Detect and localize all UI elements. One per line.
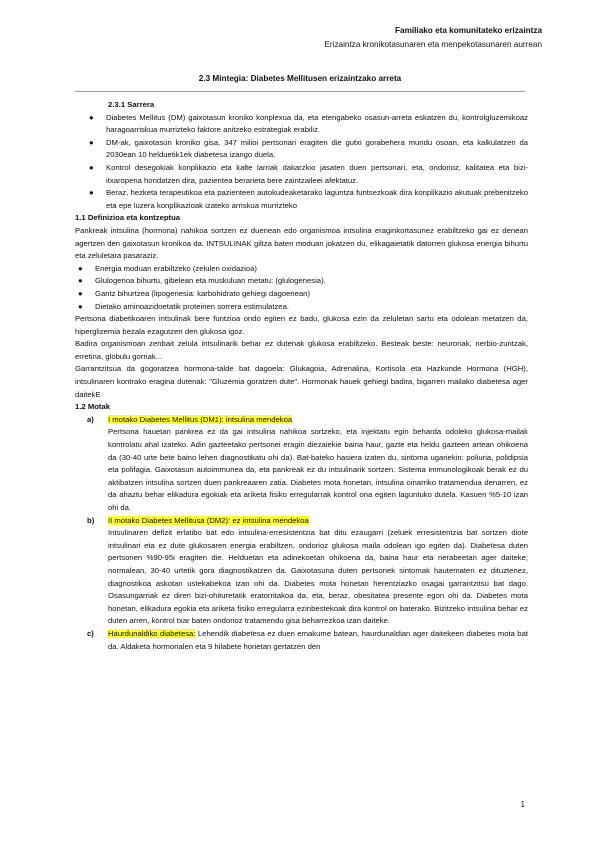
document-body <box>75 99 528 653</box>
bullet-icon: ● <box>89 188 94 198</box>
bullet-item: ● Beraz, hezketa terapeutikoa eta pazienteen autokudeaketarako laguntza funtsezkoak dira konplikazio akutuak prebenitzeko eta epe luzera konplikazioak izateko arriskua murrizteko <box>89 188 528 210</box>
bullet-item: ● Dietako aminoazidoetatik proteinen sorrera estimulatzea. <box>75 301 528 314</box>
highlighted-title: II motako Diabetes Mellitusa (DM2): ez intsulina mendekoa <box>108 515 309 525</box>
bullet-item: ● Glulogenoa bihurtu, gibelean eta muskuluan metatu: (glulogenesia). <box>75 275 528 288</box>
header-course: Familiako eta komunitateko erizaintza <box>395 26 542 35</box>
highlighted-title: Haurdunaldiko diabetesa: <box>108 628 196 638</box>
bullet-icon: ● <box>89 137 94 147</box>
type-item-dm1 <box>75 414 528 515</box>
highlighted-title: I motako Diabetes Mellitus (DM1): intsulina mendekoa <box>108 414 293 424</box>
bullet-item: ● Diabetes Mellitus (DM) gaixotasun kroniko konplexua da, eta etengabeko osasun-arreta eskatzen du, kontrolgluzemikoaz haragoarriskua murrizteko faktore anitzeko estrategiak erabiliz. <box>89 112 528 135</box>
header-divider <box>75 91 525 92</box>
item-text: Intsulinaren defizit erlatibo bat edo intsulina-erresistentzia bat ditu ezaugarri (zeluek erresistentzia bat sortzen diote intsulinari eta ez dute glukosaren energia erabiltzen, ondorioz glukosa maila odolean igo egiten da). Diabetesa duten pertsonen %90-95i eragiten die. Helduetan eta adinekoetan ohikoena da, baina haur eta nerabeetan ager daiteke; normalean, 30-40 urtetik gora diagnostikatzen da. Gaixotasuna duten pertsonek sintomak hautematen ez dituztenez, diagnostikoa askotan ustekabekoa izan ohi da. Diabetes mota honetan herentziazko osagai garrantzitsu bat dago. Osasungarriak ez diren bizi-ohituretatik eratorritakoa da, eta, beraz, obesitatea presente egon ohi da. Diabetes mota honetan, elikadura egokia eta ariketa fisiko erregularra ezinbestekoak dira kontrol on baterako. Bizitzeko intsulina behar ez duten arren, kontrol txar baten ondorioz tratamendu gisa beharrezkoa izan daiteke. <box>108 528 528 626</box>
header-subject: Erizaintza kronikotasunaren eta menpekotasunaren aurrean <box>324 40 542 49</box>
bullet-item: ● Energia moduan erabiltzeko (zelulen oxidazioa) <box>75 263 528 276</box>
section-heading-types: 1.2 Motak <box>75 402 111 412</box>
bullet-icon: ● <box>89 112 94 122</box>
bullet-icon: ● <box>78 276 83 286</box>
bullet-icon: ● <box>89 162 94 172</box>
page-number: 1 <box>520 800 525 809</box>
item-label: c) <box>87 628 94 638</box>
paragraph: Badira organismoan zenbait zelula intsulinarik behar ez dutenak glukosa erabiltzeko. Besteak beste: neuronak, nerbio-zuntzak, erretina, globulu gorriak... <box>75 339 528 361</box>
type-item-gestational <box>75 628 528 653</box>
subsection-heading: 2.3.1 Sarrera <box>108 100 155 109</box>
item-text: Lehendik diabetesa ez duen emakume batean, haurdunaldian ager daitekeen diabetes mota bat da. Aldaketa hormonalen eta 9 hilabete horietan gertatzen den <box>108 628 528 651</box>
paragraph: Pankreak intsulina (hormona) nahikoa sortzen ez duenean edo organismoa intsulina eraginkortasunez erabiltzeko gai ez denean agertzen den gaixotasun kronikoa da. INTSULINAK giltza baten moduan jokatzen du, elikagaietatik datorren glukosa energia bihurtu eta zeluletara pasaraziz. <box>75 225 528 261</box>
bullet-icon: ● <box>78 301 83 311</box>
type-item-dm2 <box>75 515 528 628</box>
paragraph: Pertsona diabetikoaren intsulinak bere funtzioa ondo egiten ez badu, glukosa ezin da zeluletan sartu eta odolean metatzen da, hiperglizemia bezala ezagutzen den glukosa igoz. <box>75 314 528 336</box>
paragraph: Garrantzitsua da gogoratzea hormona-talde bat dagoela: Glukagoia, Adrenalina, Kortisola eta Hazkunde Hormona (HGH), intsulinaren kontrako eragina dutenak: "Gluzemia goratzen dute". Hormonak hauek gehiegi badira, bigarren mailako diabetesa ager daitekE <box>75 364 528 399</box>
bullet-item: ● Kontrol desegokiak konplikazio eta kalte larriak dakarzkio jasaten duen pertsonari, eta, ondorioz, kalitatea eta bizi-itxaropena hondatzen dira, pazientea berarieta bere zaintzaileei afektatuz. <box>89 162 528 185</box>
section-heading-definition: 1.1 Definizioa eta kontzeptua <box>75 213 181 223</box>
bullet-item: ● Gantz bihurtzea (lipogenesia: karbohidrato gehiegi dagoenean) <box>75 288 528 301</box>
item-text: Pertsona hauetan pankrea ez da gai intsulina nahikoa sortzeko, eta injektatu egin beharda odoleko glukosa-mailak kontrolatu ahal izateko. Adin gazteetako pertsonei eragin diezaiekie baina haur, gazte eta heldu gazteen artean ohikoena da (30-40 urte bete baino lehen diagnostikatu ohi da). Bat-bateko hasiera izaten du, sintoma ugariekin: poliuria, polidipsia eta polifagia. Gaixotasun autoimmunea da, eta pankreak ez du intsulinarik sortzen. Sistema immunologikoak berak ez du aktibatzen intsulina sortzen duen pankreaaren zatia. Diabetes mota honetan, intsulina oinarriko tratamendua denarren, ez da ahaztu behar elikadura egokiak eta ariketa fisiko erregularrak kontrol ona egiten laguntuko dutela. Kasuen %5-10 izan ohi da. <box>108 427 528 512</box>
item-label: a) <box>87 414 94 424</box>
bullet-icon: ● <box>78 263 83 273</box>
bullet-item: ● DM-ak, gaixotasun kroniko gisa, 347 milioi pertsonari eragiten die gutxi gorabehera mundu osoan, eta kalkulatzen da 2030ean 10 helduetik1ek diabetesa izango duela. <box>89 137 528 160</box>
bullet-icon: ● <box>78 288 83 298</box>
item-label: b) <box>87 515 95 525</box>
lesson-title: 2.3 Mintegia: Diabetes Mellitusen erizaintzako arreta <box>198 74 402 83</box>
